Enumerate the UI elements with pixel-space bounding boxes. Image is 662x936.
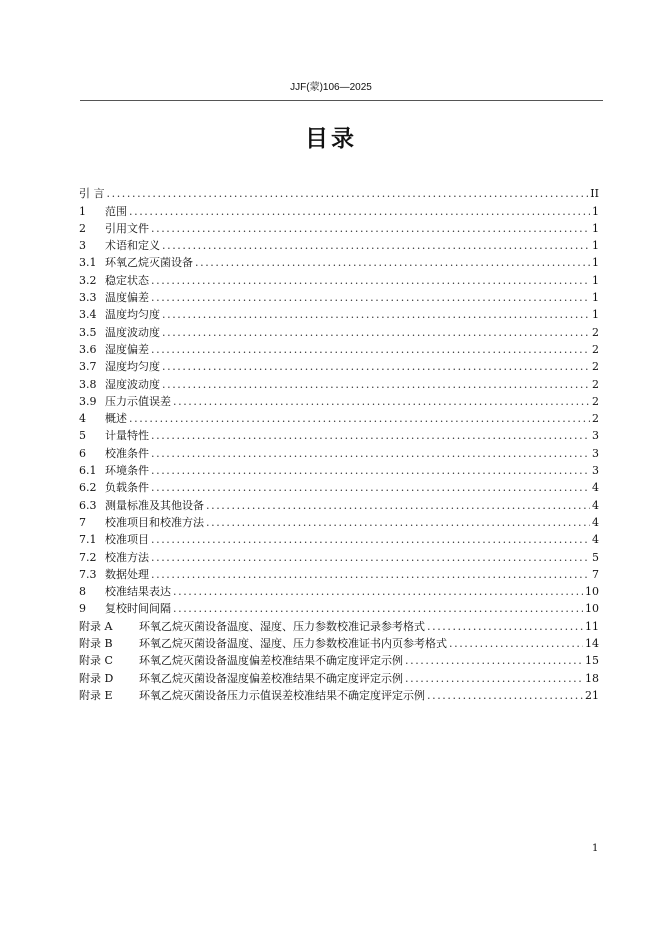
toc-entry-page: 10 [585, 585, 599, 599]
toc-entry-number: 3.9 [79, 394, 97, 408]
toc-entry-number: 引 言 [79, 187, 105, 201]
dot-leader [151, 481, 590, 494]
toc-entry-page: 2 [592, 342, 599, 356]
toc-entry[interactable] [79, 321, 599, 338]
dot-leader [151, 533, 590, 546]
toc-entry-number: 7.3 [79, 567, 97, 581]
toc-entry-title: 环氧乙烷灭菌设备压力示值误差校准结果不确定度评定示例 [139, 688, 425, 702]
toc-entry-page: 2 [592, 377, 599, 391]
toc-entry[interactable] [79, 685, 599, 702]
toc-entry-page: 1 [592, 256, 599, 270]
toc-entry-number: 附录 C [79, 654, 113, 668]
dot-leader [206, 516, 590, 529]
toc-entry-number: 7 [79, 515, 86, 529]
toc-entry[interactable] [79, 460, 599, 477]
dot-leader [405, 654, 583, 667]
dot-leader [173, 602, 583, 615]
toc-entry[interactable] [79, 529, 599, 546]
toc-entry[interactable] [79, 598, 599, 615]
toc-entry-page: 1 [592, 204, 599, 218]
toc-entry-number: 6 [79, 446, 86, 460]
dot-leader [195, 256, 590, 269]
toc-entry[interactable] [79, 425, 599, 442]
toc-entry-page: 2 [592, 360, 599, 374]
toc-entry-number: 9 [79, 602, 86, 616]
toc-entry[interactable] [79, 494, 599, 511]
toc-entry-page: 1 [592, 291, 599, 305]
toc-entry-number: 5 [79, 429, 86, 443]
toc-entry-page: 4 [592, 533, 599, 547]
toc-entry-number: 2 [79, 221, 86, 235]
toc-entry-number: 3.1 [79, 256, 97, 270]
toc-entry-title: 环氧乙烷灭菌设备 [105, 256, 193, 270]
dot-leader [162, 378, 590, 391]
dot-leader [173, 585, 583, 598]
dot-leader [151, 222, 590, 235]
dot-leader [129, 205, 590, 218]
dot-leader [206, 499, 590, 512]
dot-leader [427, 620, 583, 633]
dot-leader [162, 308, 590, 321]
toc-entry-number: 附录 B [79, 637, 113, 651]
toc-entry-title: 计量特性 [105, 429, 149, 443]
toc-entry-title: 湿度均匀度 [105, 360, 160, 374]
toc-entry-title: 温度波动度 [105, 325, 160, 339]
toc-entry-title: 测量标准及其他设备 [105, 498, 204, 512]
toc-entry-number: 6.3 [79, 498, 97, 512]
toc-entry-page: 15 [585, 654, 599, 668]
toc-entry[interactable] [79, 287, 599, 304]
toc-entry-title: 数据处理 [105, 567, 149, 581]
toc-entry-page: 3 [592, 429, 599, 443]
toc-entry-title: 术语和定义 [105, 239, 160, 253]
toc-entry-number: 3.3 [79, 291, 97, 305]
toc-entry[interactable] [79, 183, 599, 200]
toc-entry-title: 湿度偏差 [105, 342, 149, 356]
toc-entry-number: 4 [79, 412, 86, 426]
toc-entry-title: 环境条件 [105, 464, 149, 478]
toc-entry-number: 1 [79, 204, 86, 218]
toc-entry[interactable] [79, 650, 599, 667]
toc-entry-page: 3 [592, 464, 599, 478]
toc-entry-page: 21 [585, 688, 599, 702]
toc-entry-page: II [590, 187, 599, 201]
toc-entry[interactable] [79, 615, 599, 632]
toc-entry[interactable] [79, 667, 599, 684]
toc-entry[interactable] [79, 356, 599, 373]
toc-entry[interactable] [79, 391, 599, 408]
toc-entry-page: 1 [592, 308, 599, 322]
toc-entry-page: 5 [592, 550, 599, 564]
toc-entry-page: 14 [585, 637, 599, 651]
toc-entry-title: 温度均匀度 [105, 308, 160, 322]
toc-entry-title: 校准方法 [105, 550, 149, 564]
toc-entry-number: 3 [79, 239, 86, 253]
table-of-contents [79, 183, 599, 702]
page-number: 1 [592, 843, 599, 854]
toc-entry[interactable] [79, 546, 599, 563]
toc-entry-title: 校准项目和校准方法 [105, 515, 204, 529]
toc-entry[interactable] [79, 477, 599, 494]
toc-entry-title: 引用文件 [105, 221, 149, 235]
toc-entry-number: 3.5 [79, 325, 97, 339]
toc-entry-title: 负载条件 [105, 481, 149, 495]
dot-leader [151, 291, 590, 304]
toc-entry-title: 温度偏差 [105, 291, 149, 305]
toc-entry[interactable] [79, 269, 599, 286]
toc-entry-page: 2 [592, 325, 599, 339]
toc-entry[interactable] [79, 512, 599, 529]
toc-entry-title: 湿度波动度 [105, 377, 160, 391]
toc-entry-number: 附录 D [79, 671, 114, 685]
toc-entry-number: 6.1 [79, 464, 97, 478]
toc-entry-title: 环氧乙烷灭菌设备温度、湿度、压力参数校准记录参考格式 [139, 619, 425, 633]
toc-entry-number: 3.6 [79, 342, 97, 356]
dot-leader [427, 689, 583, 702]
dot-leader [151, 429, 590, 442]
toc-entry[interactable] [79, 218, 599, 235]
toc-entry-number: 3.8 [79, 377, 97, 391]
toc-entry-title: 校准项目 [105, 533, 149, 547]
toc-entry[interactable] [79, 581, 599, 598]
dot-leader [162, 360, 590, 373]
dot-leader [151, 464, 590, 477]
dot-leader [151, 568, 590, 581]
toc-entry-title: 范围 [105, 204, 127, 218]
toc-entry-page: 4 [592, 481, 599, 495]
toc-entry-title: 环氧乙烷灭菌设备温度、湿度、压力参数校准证书内页参考格式 [139, 637, 447, 651]
toc-entry[interactable] [79, 373, 599, 390]
toc-entry-page: 4 [592, 498, 599, 512]
page-title: 目录 [305, 126, 357, 152]
dot-leader [173, 395, 590, 408]
toc-entry-number: 6.2 [79, 481, 97, 495]
toc-entry-page: 4 [592, 515, 599, 529]
header-rule [80, 100, 603, 101]
toc-entry-number: 3.4 [79, 308, 97, 322]
toc-entry[interactable] [79, 304, 599, 321]
toc-entry-page: 11 [585, 619, 599, 633]
dot-leader [129, 412, 590, 425]
toc-entry-page: 2 [592, 412, 599, 426]
toc-entry-title: 校准结果表达 [105, 585, 171, 599]
toc-entry-page: 18 [585, 671, 599, 685]
toc-entry-title: 稳定状态 [105, 273, 149, 287]
toc-entry[interactable] [79, 442, 599, 459]
toc-entry-title: 概述 [105, 412, 127, 426]
toc-entry-number: 7.2 [79, 550, 97, 564]
dot-leader [107, 187, 589, 200]
toc-entry-number: 附录 E [79, 688, 113, 702]
dot-leader [449, 637, 583, 650]
dot-leader [151, 551, 590, 564]
toc-entry-page: 10 [585, 602, 599, 616]
toc-entry-title: 压力示值误差 [105, 394, 171, 408]
dot-leader [405, 672, 583, 685]
toc-entry[interactable] [79, 339, 599, 356]
dot-leader [162, 326, 590, 339]
toc-entry-number: 3.7 [79, 360, 97, 374]
toc-entry-number: 7.1 [79, 533, 97, 547]
dot-leader [162, 239, 590, 252]
toc-entry-page: 7 [592, 567, 599, 581]
toc-entry[interactable] [79, 633, 599, 650]
toc-entry-title: 校准条件 [105, 446, 149, 460]
toc-entry-page: 1 [592, 273, 599, 287]
toc-entry-title: 复校时间间隔 [105, 602, 171, 616]
toc-entry[interactable] [79, 252, 599, 269]
toc-entry-page: 1 [592, 239, 599, 253]
toc-entry-page: 2 [592, 394, 599, 408]
toc-entry-title: 环氧乙烷灭菌设备湿度偏差校准结果不确定度评定示例 [139, 671, 403, 685]
toc-entry-number: 3.2 [79, 273, 97, 287]
toc-entry-page: 1 [592, 221, 599, 235]
dot-leader [151, 447, 590, 460]
toc-entry[interactable] [79, 408, 599, 425]
toc-entry-number: 附录 A [79, 619, 113, 633]
toc-entry-number: 8 [79, 585, 86, 599]
toc-entry[interactable] [79, 200, 599, 217]
toc-entry[interactable] [79, 564, 599, 581]
dot-leader [151, 343, 590, 356]
toc-entry-page: 3 [592, 446, 599, 460]
document-header: JJF(蒙)106—2025 [290, 82, 372, 93]
toc-entry[interactable] [79, 235, 599, 252]
toc-entry-title: 环氧乙烷灭菌设备温度偏差校准结果不确定度评定示例 [139, 654, 403, 668]
dot-leader [151, 274, 590, 287]
